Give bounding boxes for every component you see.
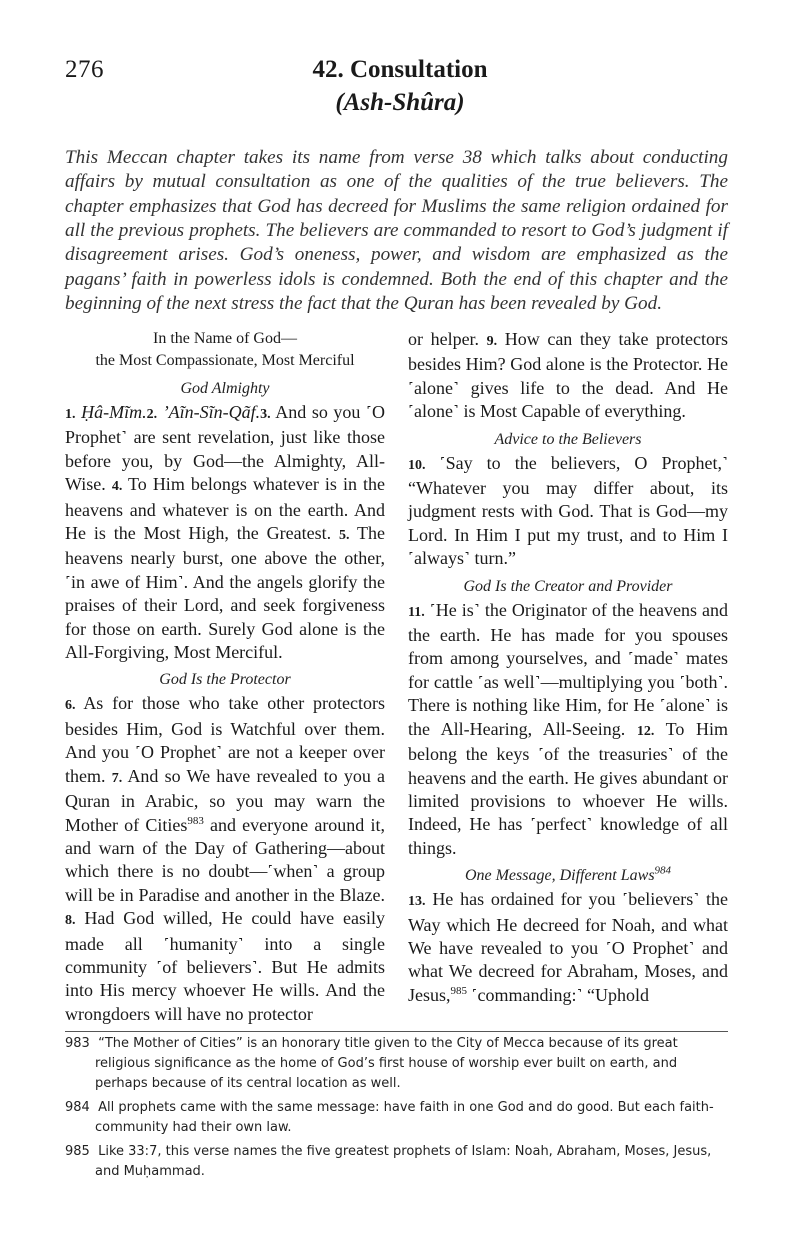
verse-text: To Him belongs whatever is in the heavens and whatever is on the earth. And He is the Most High, the Greatest. — [65, 474, 385, 544]
verse-number: 10. — [408, 457, 426, 473]
footnote-divider — [65, 1031, 728, 1032]
verse-text: As for those who take other protectors besides Him, God is Watchful over them. And you ˹O Prophet˺ are not a keeper over them. — [65, 693, 385, 786]
footnote-text: “The Mother of Cities” is an honorary title given to the City of Mecca because of its great religious significance as the home of God’s first house of worship ever built on earth, and perhaps because of its central location as well. — [95, 1036, 678, 1091]
verse-text: ˹commanding:˺ “Uphold — [467, 984, 649, 1005]
footnote-number: 985 — [65, 1144, 90, 1159]
verse-13 — [408, 888, 728, 1007]
section-heading-advice: Advice to the Believers — [494, 430, 642, 448]
footnote-ref-985[interactable]: 985 — [450, 984, 468, 997]
verse-text: Ḥâ-Mĩm. — [81, 402, 147, 422]
chapter-introduction: This Meccan chapter takes its name from verse 38 which talks about conducting affairs by mutual consultation as one of the qualities of the true believers. The chapter emphasizes that God has decreed for Muslims the same religion ordained for all the previous prophets. The believers are commanded to resort to God’s judgment if disagreement arises. God’s oneness, power, and wisdom are emphasized as the pagans’ faith in powerless idols is condemned. Both the end of this chapter and the beginning of the next stress the fact that the Quran has been revealed by God. — [65, 147, 728, 314]
verse-number: 12. — [636, 723, 655, 739]
page-number: 276 — [65, 56, 104, 83]
verse-text: ˹Say to the believers, O Prophet,˺ “Whatever you may differ about, its judgment rests with God. That is God—my Lord. In Him I put my trust, and to Him I ˹always˺ turn.” — [408, 452, 728, 569]
basmala-line-2: the Most Compassionate, Most Merciful — [95, 352, 355, 369]
section-heading-creator: God Is the Creator and Provider — [463, 577, 673, 595]
verse-number: 11. — [408, 604, 425, 620]
verse-number: 3. — [260, 407, 271, 422]
heading-text: One Message, Different Laws — [464, 867, 655, 885]
verse-number: 7. — [111, 770, 123, 786]
verse-text: and everyone around it, and warn of the Day of Gathering—about which there is no doubt—˹when˺ a group will be in Paradise and another in the Blaze. — [65, 814, 385, 905]
verses-8-9 — [408, 328, 728, 424]
verse-text: Had God willed, He could have easily made all ˹humanity˺ into a single community ˹of believers˺. But He admits into His mercy whoever He wills. And the wrongdoers will have no protector — [65, 908, 386, 1024]
verse-number: 1. — [65, 407, 76, 422]
verse-text: or helper. — [408, 329, 480, 349]
section-heading-god-is-the-protector: God Is the Protector — [159, 671, 291, 689]
section-heading-one-message — [408, 866, 728, 886]
chapter-title: 42. Consultation — [312, 56, 488, 83]
verse-text: And so you ˹O Prophet˺ are sent revelation, just like those before you, by God—the Almighty, All-Wise. — [65, 402, 386, 495]
left-column — [65, 328, 385, 1026]
verse-text: To Him belong the keys ˹of the treasuries˺ of the heavens and the earth. He gives abundant or limited provisions to whoever He wills. Indeed, He has ˹perfect˺ knowledge of all things. — [408, 718, 728, 858]
footnote-985 — [65, 1142, 728, 1182]
footnote-983 — [65, 1034, 728, 1094]
footnote-number: 983 — [65, 1036, 90, 1051]
verse-number: 5. — [338, 528, 350, 544]
right-column — [408, 328, 728, 1007]
verse-number: 9. — [486, 334, 498, 349]
verse-10 — [408, 452, 728, 571]
footnote-text: All prophets came with the same message: have faith in one God and do good. But each faith-community had their own law. — [95, 1100, 714, 1135]
verses-11-12 — [408, 599, 728, 860]
verse-text: How can they take protectors besides Him? God alone is the Protector. He ˹alone˺ gives life to the dead. And He ˹alone˺ is Most Capable of everything. — [408, 329, 729, 422]
verse-text: The heavens nearly burst, one above the other, ˹in awe of Him˺. And the angels glorify the praises of their Lord, and seek forgiveness for those on earth. Surely God alone is the All-Forgiving, Most Merciful. — [65, 523, 385, 663]
basmala-line-1: In the Name of God— — [153, 330, 297, 347]
footnotes — [65, 1034, 728, 1186]
verse-number: 4. — [111, 479, 123, 495]
verse-number: 13. — [408, 894, 426, 910]
verse-text: ’Aĩn-Sĩn-Qãf. — [162, 402, 261, 422]
chapter-subtitle: (Ash-Shûra) — [335, 89, 465, 116]
footnote-number: 984 — [65, 1100, 90, 1115]
footnote-ref-984[interactable]: 984 — [654, 864, 672, 877]
verse-text: And so We have revealed to you a Quran in Arabic, so you may warn the Mother of Cities — [65, 765, 386, 835]
verse-number: 8. — [65, 913, 76, 929]
verse-text: ˹He is˺ the Originator of the heavens and the earth. He has made for you spouses from among yourselves, and ˹made˺ mates for cattle ˹as well˺—multiplying you ˹both˺. There is nothing like Him, for He ˹alone˺ is the All-Hearing, All-Seeing. — [408, 599, 728, 739]
verses-6-8 — [65, 692, 385, 1026]
footnote-ref-983[interactable]: 983 — [187, 814, 204, 827]
footnote-text: Like 33:7, this verse names the five greatest prophets of Islam: Noah, Abraham, Moses, Jesus, and Muḥammad. — [95, 1144, 712, 1179]
verse-number: 6. — [65, 698, 76, 714]
verses-1-5 — [65, 401, 385, 664]
verse-text: He has ordained for you ˹believers˺ the Way which He decreed for Noah, and what We have revealed to you ˹O Prophet˺ and what We decreed for Abraham, Moses, and Jesus, — [408, 889, 728, 1005]
verse-number: 2. — [146, 407, 158, 422]
section-heading-god-almighty: God Almighty — [180, 380, 270, 397]
footnote-984 — [65, 1098, 728, 1138]
